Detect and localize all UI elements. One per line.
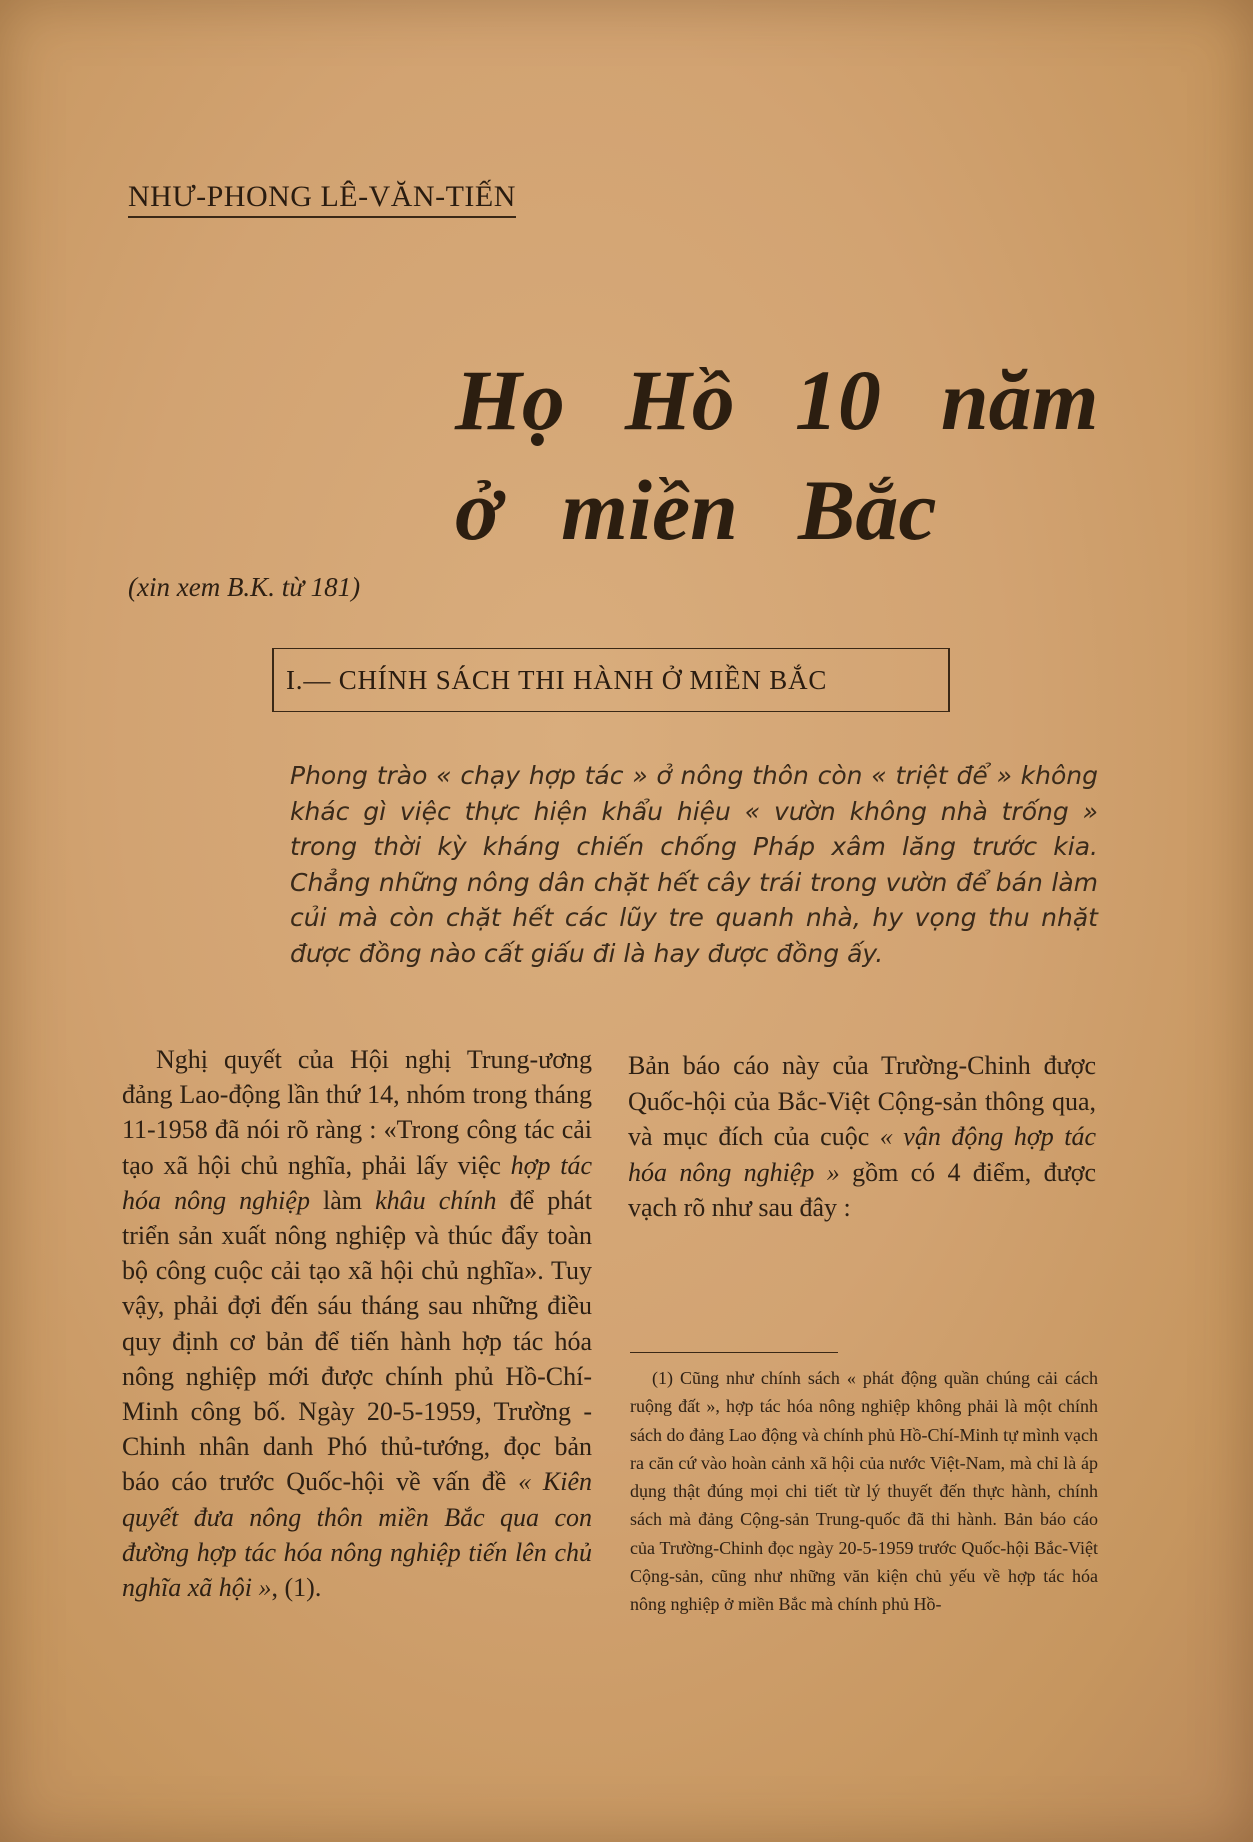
article-title: [455, 345, 1099, 565]
left-text-4: , (1).: [271, 1573, 322, 1603]
title-word: miền: [561, 462, 738, 558]
title-line-2: [455, 455, 1099, 565]
left-text-3: để phát triển sản xuất nông nghiệp và thúc đẩy toàn bộ công cuộc cải tạo xã hội chủ nghĩa». Tuy vậy, phải đợi đến sáu tháng sau những điều quy định cơ bản để tiến hành hợp tác hóa nông nghiệp mới được chính phủ Hồ-Chí-Minh công bố. Ngày 20-5-1959, Trường - Chinh nhân danh Phó thủ-tướng, đọc bản báo cáo trước Quốc-hội về vấn đề: [122, 1185, 593, 1497]
right-column-paragraph: [628, 1048, 1096, 1226]
reference-note: (xin xem B.K. từ 181): [128, 572, 361, 602]
section-heading: I.— CHÍNH SÁCH THI HÀNH Ở MIỀN BẮC: [286, 664, 828, 695]
intro-paragraph: Phong trào « chạy hợp tác » ở nông thôn còn « triệt để » không khác gì việc thực hiện khẩu hiệu « vườn không nhà trống » trong thời kỳ kháng chiến chống Pháp xâm lăng trước kia. Chẳng những nông dân chặt hết cây trái trong vườn để bán làm củi mà còn chặt hết các lũy tre quanh nhà, hy vọng thu nhặt được đồng nào cất giấu đi là hay được đồng ấy.: [290, 761, 1098, 968]
title-word: 10: [794, 352, 881, 448]
right-emphasis-1: « vận động hợp tác hóa nông nghiệp »: [628, 1122, 1096, 1187]
title-word: Họ: [455, 352, 565, 448]
left-emphasis-3: « Kiên quyết đưa nông thôn miền Bắc qua con đường hợp tác hóa nông nghiệp tiến lên chủ nghĩa xã hội »: [122, 1467, 593, 1603]
footnote: [630, 1364, 1098, 1619]
left-text-1: Nghị quyết của Hội nghị Trung-ương đảng Lao-động lần thứ 14, nhóm trong tháng 11-1958 đã nói rõ ràng : «Trong công tác cải tạo xã hội chủ nghĩa, phải lấy việc: [122, 1045, 592, 1180]
right-text-2: gồm có 4 điểm, được vạch rõ như sau đây :: [628, 1157, 1097, 1222]
author-name: NHƯ-PHONG LÊ-VĂN-TIẾN: [128, 180, 516, 218]
left-emphasis-2: khâu chính: [375, 1185, 497, 1215]
left-column-paragraph: [122, 1042, 592, 1605]
title-word: ở: [455, 462, 502, 558]
title-line-1: [455, 345, 1099, 455]
right-text-1: Bản báo cáo này của Trường-Chinh được Quốc-hội của Bắc-Việt Cộng-sản thông qua, và mục đích của cuộc: [628, 1051, 1096, 1151]
title-word: Hồ: [624, 352, 735, 448]
left-text-2: làm: [309, 1185, 376, 1215]
title-word: năm: [940, 352, 1099, 448]
title-word: Bắc: [797, 462, 937, 558]
section-heading-box: [272, 648, 950, 712]
footnote-text: (1) Cũng như chính sách « phát động quần chúng cải cách ruộng đất », hợp tác hóa nông nghiệp không phải là một chính sách do đảng Lao động và chính phủ Hồ-Chí-Minh tự mình vạch ra căn cứ vào hoàn cảnh xã hội của nước Việt-Nam, mà chỉ là áp dụng thật đúng mọi chi tiết từ lý thuyết đến thực hành, chính sách mà đảng Cộng-sản Trung-quốc đã thi hành. Bản báo cáo của Trường-Chinh đọc ngày 20-5-1959 trước Quốc-hội Bắc-Việt Cộng-sản, cũng như những văn kiện chủ yếu về hợp tác hóa nông nghiệp ở miền Bắc mà chính phủ Hồ-: [630, 1368, 1098, 1615]
footnote-divider: [630, 1352, 838, 1353]
left-emphasis-1: hợp tác hóa nông nghiệp: [122, 1150, 592, 1215]
